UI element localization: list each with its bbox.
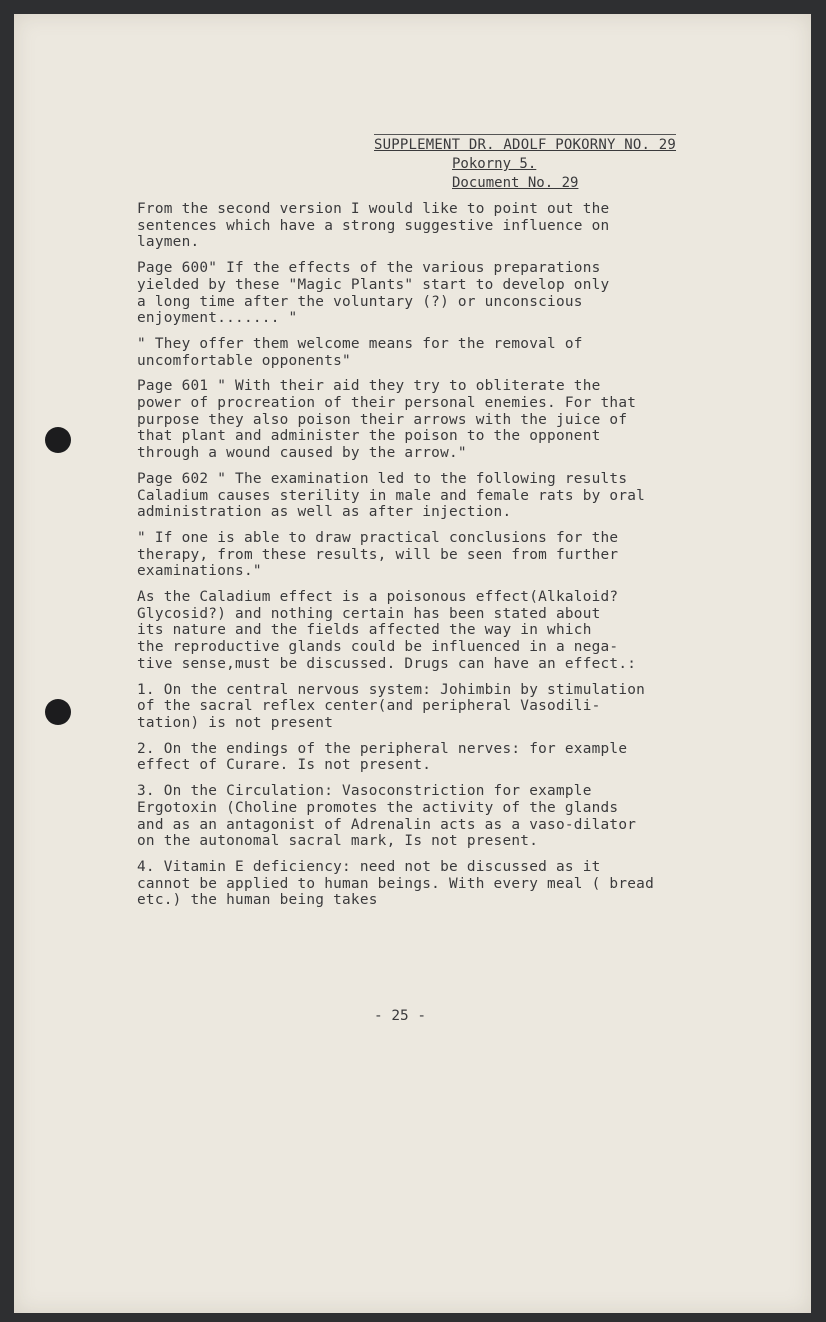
paragraph: As the Caladium effect is a poisonous effect(Alkaloid? Glycosid?) and nothing certain has been stated about its nature and the fields affected the way in which the reproductive glands could be influenced in a nega- tive sense,must be discussed. Drugs can have an effect.: — [137, 589, 637, 672]
paragraph: Page 601 " With their aid they try to obliterate the power of procreation of their personal enemies. For that purpose they also poison their arrows with the juice of that plant and administer the poison to the opponent through a wound caused by the arrow." — [137, 378, 637, 462]
punch-hole — [45, 427, 71, 453]
document-page — [14, 14, 811, 1313]
paragraph: " They offer them welcome means for the removal of uncomfortable opponents" — [137, 335, 583, 369]
paragraph: 1. On the central nervous system: Johimbin by stimulation of the sacral reflex center(and peripheral Vasodili- tation) is not present — [137, 681, 646, 731]
paragraph: From the second version I would like to point out the sentences which have a strong suggestive influence on laymen. — [137, 201, 610, 251]
paragraph: Page 600" If the effects of the various preparations yielded by these "Magic Plants" start to develop only a long time after the voluntary (?) or unconscious enjoyment....... " — [137, 260, 610, 327]
paragraph: 2. On the endings of the peripheral nerves: for example effect of Curare. Is not present. — [137, 740, 628, 774]
document-number: Document No. 29 — [452, 175, 579, 191]
paragraph: 3. On the Circulation: Vasoconstriction for example Ergotoxin (Choline promotes the activity of the glands and as an antagonist of Adrenalin acts as a vaso-dilator on the autonomal sacral mark, Is not present. — [137, 783, 637, 850]
supplement-title: SUPPLEMENT DR. ADOLF POKORNY NO. 29 — [374, 134, 676, 155]
paragraph: " If one is able to draw practical conclusions for the therapy, from these results, will be seen from further examinations." — [137, 529, 619, 580]
paragraph: 4. Vitamin E deficiency: need not be discussed as it cannot be applied to human beings. With every meal ( bread etc.) the human being takes — [137, 858, 655, 909]
page-number: - 25 - — [374, 1008, 426, 1024]
document-header — [374, 134, 676, 193]
author-line: Pokorny 5. — [452, 156, 537, 172]
document-body — [137, 201, 727, 918]
paragraph: Page 602 " The examination led to the following results Caladium causes sterility in male and female rats by oral administration as well as after injection. — [137, 470, 646, 521]
punch-hole — [45, 699, 71, 725]
